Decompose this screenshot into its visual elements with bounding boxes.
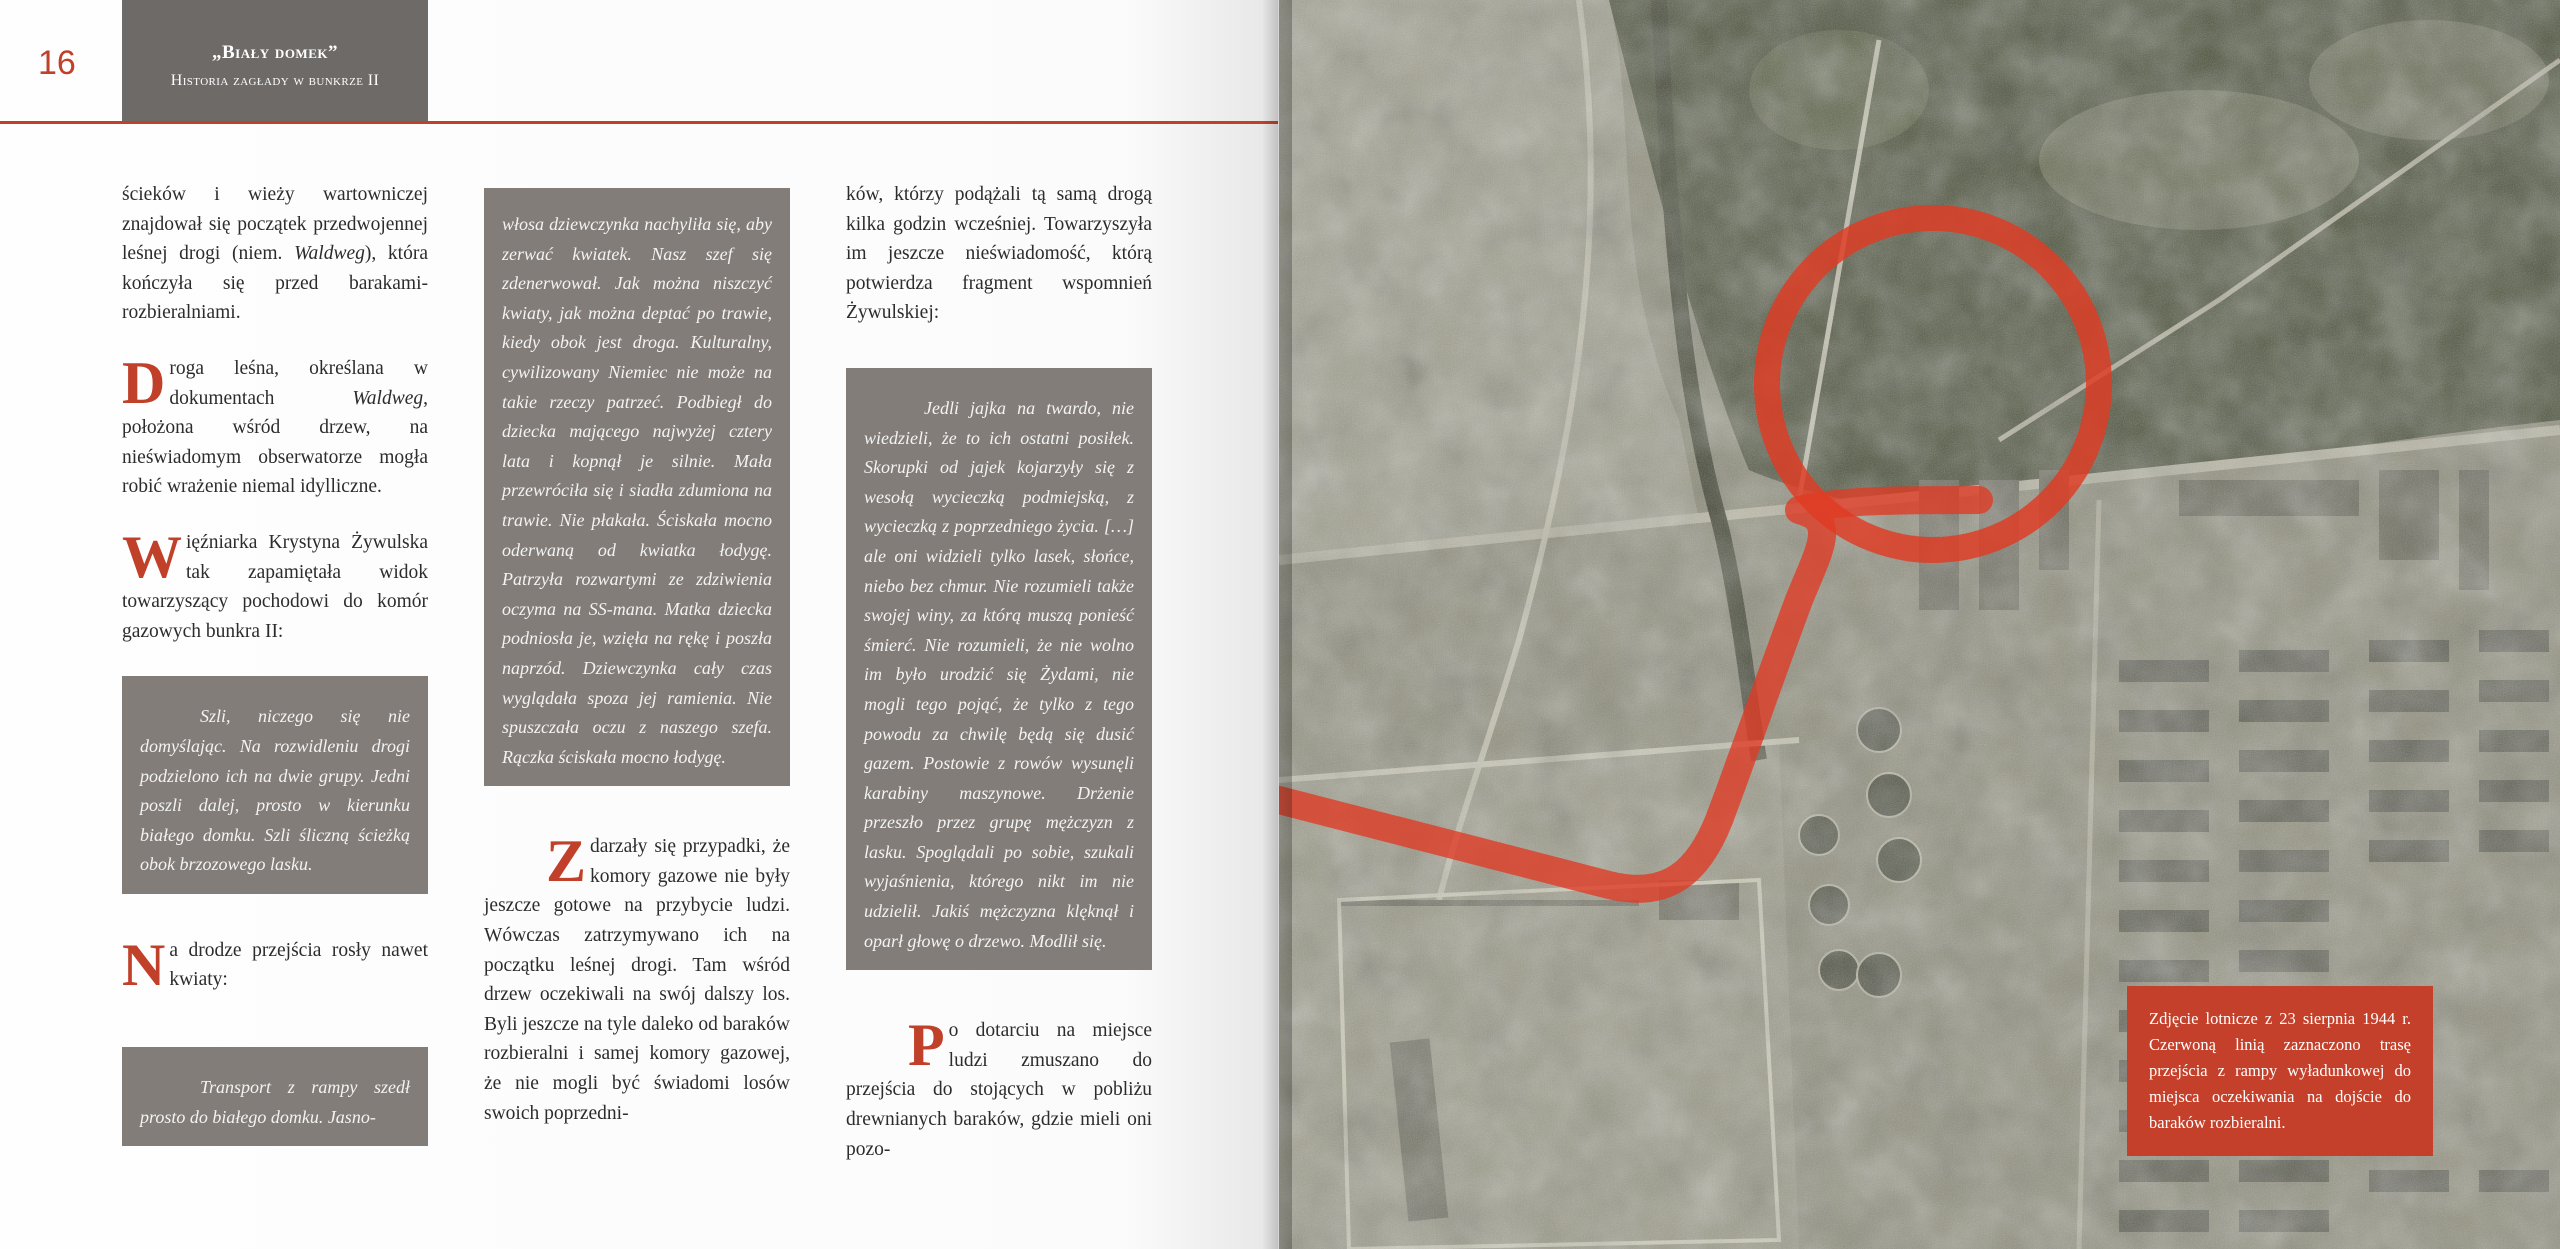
drop-cap: D — [122, 349, 166, 416]
paragraph-text: o dotarciu na miejsce ludzi zmuszano do przejścia do stojących w pobliżu drewnianych baraków, gdzie mieli oni pozo- — [846, 1020, 1152, 1160]
paragraph-emphasis: Waldweg — [294, 243, 365, 265]
paragraph-text: a drodze przejścia rosły nawet kwiaty: — [169, 939, 428, 991]
quote-box — [484, 188, 790, 786]
paragraph-text: ), która kończyła się przed barakami-rozbieralniami. — [122, 243, 428, 324]
quote-text: Jedli jajka na twardo, nie wiedzieli, że to ich ostatni posiłek. Skorupki od jajek kojarzyły się z wesołą wycieczką podmiejską, z wycieczką z poprzedniego życia. […] ale oni widzieli tylko lasek, słońce, niebo bez chmur. Nie rozumieli także swojej winy, za którą muszą ponieść śmierć. Nie rozumieli, że nie wolno im było urodzić się Żydami, nie mogli tego pojąć, że tylko z tego powodu za chwilę będą się dusić gazem. Postowie z rowów wysunęli karabiny maszynowe. Drżenie przeszło przez grupę mężczyzn z lasku. Spoglądali po sobie, szukali wyjaśnienia, którego nikt im nie udzielił. Jakiś mężczyzna klęknął i oparł głowę o drzewo. Modlił się. — [864, 397, 1134, 951]
quote-text: Transport z rampy szedł prosto do białego domku. Jasno- — [140, 1077, 410, 1127]
header-title: „Biały domek” — [212, 42, 338, 63]
paragraph-text: ięźniarka Krystyna Żywulska tak zapamiętała widok towarzyszący pochodowi do komór gazowych bunkra II: — [122, 531, 428, 642]
text-column-1 — [122, 180, 428, 1146]
paragraph — [122, 180, 428, 328]
drop-cap: P — [908, 1012, 945, 1079]
paragraph-text: roga leśna, określana w dokumentach — [169, 357, 428, 409]
header-subtitle: Historia zagłady w bunkrze II — [170, 72, 380, 89]
quote-box — [122, 676, 428, 894]
paragraph-text: darzały się przypadki, że komory gazowe nie były jeszcze gotowe na przybycie ludzi. Wówczas zatrzymywano ich na początku leśnej drogi. Tam wśród drzew oczekiwali na swój dalszy los. Byli jeszcze na tyle daleko od baraków rozbieralni i samej komory gazowej, że nie mogli być świadomi losów swoich poprzedni- — [484, 836, 790, 1124]
paragraph — [122, 349, 428, 502]
paragraph-emphasis: Waldweg — [352, 387, 424, 409]
quote-box — [122, 1047, 428, 1146]
text-column-3 — [846, 180, 1152, 1164]
left-page — [0, 0, 1278, 1249]
paragraph-text: , położona wśród drzew, na nieświadomym obserwatorze mogła robić wrażenie niemal idylliczne. — [122, 387, 428, 498]
page-number: 16 — [38, 44, 76, 82]
quote-text: włosa dziewczynka nachyliła się, aby zerwać kwiatek. Nasz szef się zdenerwował. Jak można niszczyć kwiaty, jak można deptać po trawie, kiedy obok jest droga. Kulturalny, cywilizowany Niemiec nie może na takie rzeczy patrzeć. Podbiegł do dziecka mającego najwyżej cztery lata i kopnął je silnie. Mała przewróciła się i siadła zdumiona na trawie. Nie płakała. Ściskała mocno oderwaną od kwiatka łodygę. Patrzyła rozwartymi ze zdziwienia oczyma na SS-mana. Matka dziecka podniosła je, wzięła na rękę i poszła naprzód. Dziewczynka cały czas wyglądała spoza jej ramienia. Nie spuszczała oczu z naszego szefa. Rączka ściskała mocno łodygę. — [502, 214, 772, 767]
quote-box — [846, 368, 1152, 970]
header-rule — [0, 121, 1278, 124]
running-header — [122, 0, 428, 122]
drop-cap: Z — [546, 828, 587, 895]
right-page — [1279, 0, 2560, 1249]
text-column-2 — [484, 188, 790, 1128]
photo-caption — [2127, 986, 2433, 1156]
drop-cap: N — [122, 931, 166, 998]
paragraph — [484, 828, 790, 1128]
paragraph-text: ków, którzy podążali tą samą drogą kilka godzin wcześniej. Towarzyszyła im jeszcze nieświadomość, którą potwierdza fragment wspomnień Żywulskiej: — [846, 184, 1152, 324]
paragraph — [846, 180, 1152, 328]
book-gutter-shadow — [1262, 0, 1292, 1249]
paragraph — [122, 523, 428, 646]
drop-cap: W — [122, 523, 182, 590]
paragraph — [122, 931, 428, 998]
paragraph — [846, 1012, 1152, 1164]
quote-text: Szli, niczego się nie domyślając. Na rozwidleniu drogi podzielono ich na dwie grupy. Jedni poszli dalej, prosto w kierunku białego domku. Szli śliczną ścieżką obok brzozowego lasku. — [140, 706, 410, 875]
caption-text: Zdjęcie lotnicze z 23 sierpnia 1944 r. Czerwoną linią zaznaczono trasę przejścia z rampy wyładunkowej do miejsca oczekiwania na dojście do baraków rozbieralni. — [2149, 1009, 2411, 1132]
paragraph-text: ścieków i wieży wartowniczej znajdował się początek przedwojennej leśnej drogi (niem. — [122, 184, 428, 265]
